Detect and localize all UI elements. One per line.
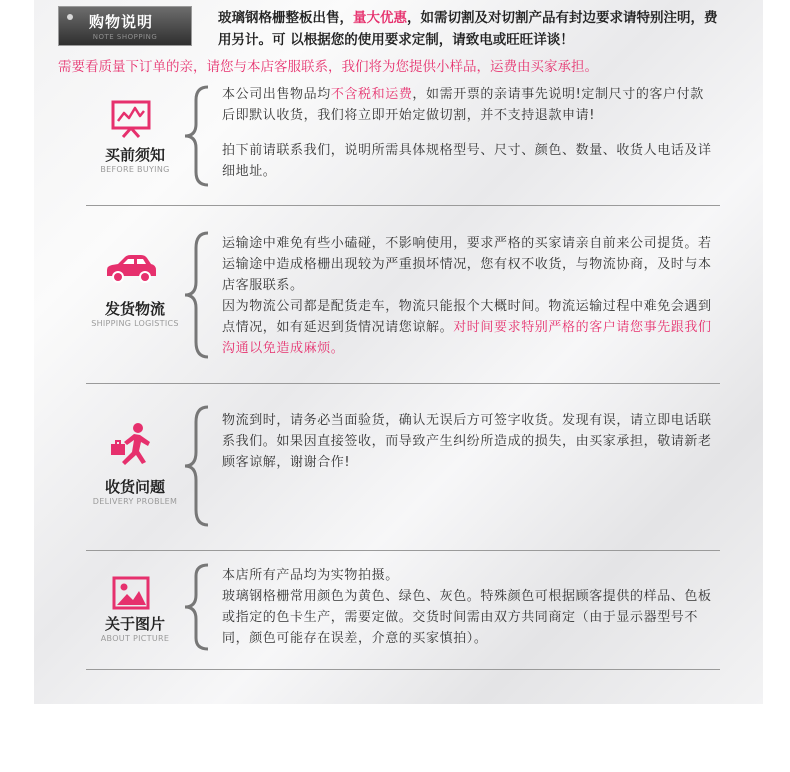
curly-brace-icon xyxy=(180,84,214,188)
section-subtitle: ABOUT PICTURE xyxy=(100,634,170,643)
section-label-delivery xyxy=(80,478,190,507)
text-span: ，如需开票的亲请事先说明!定制尺寸的客户付款后即默认收货，我们将立即开始定做切割，并不支持退款申请! xyxy=(222,87,704,123)
badge-subtitle: NOTE SHOPPING xyxy=(92,33,158,41)
section-subtitle: DELIVERY PROBLEM xyxy=(92,497,178,506)
picture-icon xyxy=(112,576,150,610)
paragraph: 物流到时，请务必当面验货，确认无误后方可签字收货。发现有误，请立即电话联系我们。如果因直接签收，而导致产生纠纷所造成的损失，由买家承担，敬请新老顾客谅解，谢谢合作! xyxy=(222,413,712,470)
car-icon xyxy=(103,254,159,286)
text-span: 因为物流公司都是配货走车，物流只能报个大概时间。物流运输过程中难免会遇到点情况，如有延迟到货情况请您谅解。 xyxy=(222,299,712,335)
intro-text: 玻璃钢格栅整板出售， xyxy=(218,10,353,26)
section-label-shipping xyxy=(80,300,190,329)
section-divider xyxy=(86,550,720,551)
curly-brace-icon xyxy=(180,404,214,528)
paragraph: 拍下前请联系我们，说明所需具体规格型号、尺寸、颜色、数量、收货人电话及详细地址。 xyxy=(222,143,712,179)
section-text-buying xyxy=(222,84,712,182)
section-title: 关于图片 xyxy=(104,615,165,633)
section-title: 买前须知 xyxy=(104,146,165,164)
paragraph xyxy=(222,296,712,359)
header-intro xyxy=(218,7,718,51)
presentation-chart-icon xyxy=(111,99,151,139)
text-span: 本公司出售物品均 xyxy=(222,87,331,102)
sample-notice: 需要看质量下订单的亲，请您与本店客服联系，我们将为您提供小样品，运费由买家承担。 xyxy=(58,59,598,75)
section-divider xyxy=(86,383,720,384)
section-text-shipping xyxy=(222,233,712,359)
paragraph: 本店所有产品均为实物拍摄。 xyxy=(222,568,399,583)
intro-highlight: 量大优惠 xyxy=(353,10,407,26)
highlight-span: 不含税和运费 xyxy=(330,87,413,102)
intro-text-continued: ，如需切割及对切割产品有封边要求请特别注明，费用另计。可 以根据您的使用要求定制，请致电或旺旺详谈！ xyxy=(218,10,718,48)
section-divider xyxy=(86,669,720,670)
section-label-picture xyxy=(80,615,190,644)
curly-brace-icon xyxy=(180,562,214,652)
section-divider xyxy=(86,205,720,206)
section-title: 收货问题 xyxy=(104,478,165,496)
paragraph xyxy=(222,84,712,126)
section-title: 发货物流 xyxy=(104,300,165,318)
section-text-picture xyxy=(222,565,712,649)
section-text-delivery xyxy=(222,410,712,473)
paragraph: 运输途中难免有些小磕碰，不影响使用，要求严格的买家请亲自前来公司提货。若运输途中造成格栅出现较为严重损坏情况，您有权不收货，与物流协商，及时与本店客服联系。 xyxy=(222,236,712,293)
section-label-buying xyxy=(80,146,190,175)
bullet-dot-icon xyxy=(67,14,73,20)
highlight-span: 对时间要求特别严格的客户请您事先跟我们沟通以免造成麻烦。 xyxy=(222,320,712,356)
paragraph: 玻璃钢格栅常用颜色为黄色、绿色、灰色。特殊颜色可根据顾客提供的样品、色板或指定的色卡生产，需要定做。交货时间需由双方共同商定（由于显示器型号不同，颜色可能存在误差，介意的买家慎拍）。 xyxy=(222,589,712,646)
shopping-note-badge xyxy=(58,6,192,46)
badge-title: 购物说明 xyxy=(89,13,154,31)
section-subtitle: BEFORE BUYING xyxy=(100,165,170,174)
section-subtitle: SHIPPING LOGISTICS xyxy=(91,319,179,328)
curly-brace-icon xyxy=(180,230,214,360)
running-courier-icon xyxy=(108,422,154,468)
